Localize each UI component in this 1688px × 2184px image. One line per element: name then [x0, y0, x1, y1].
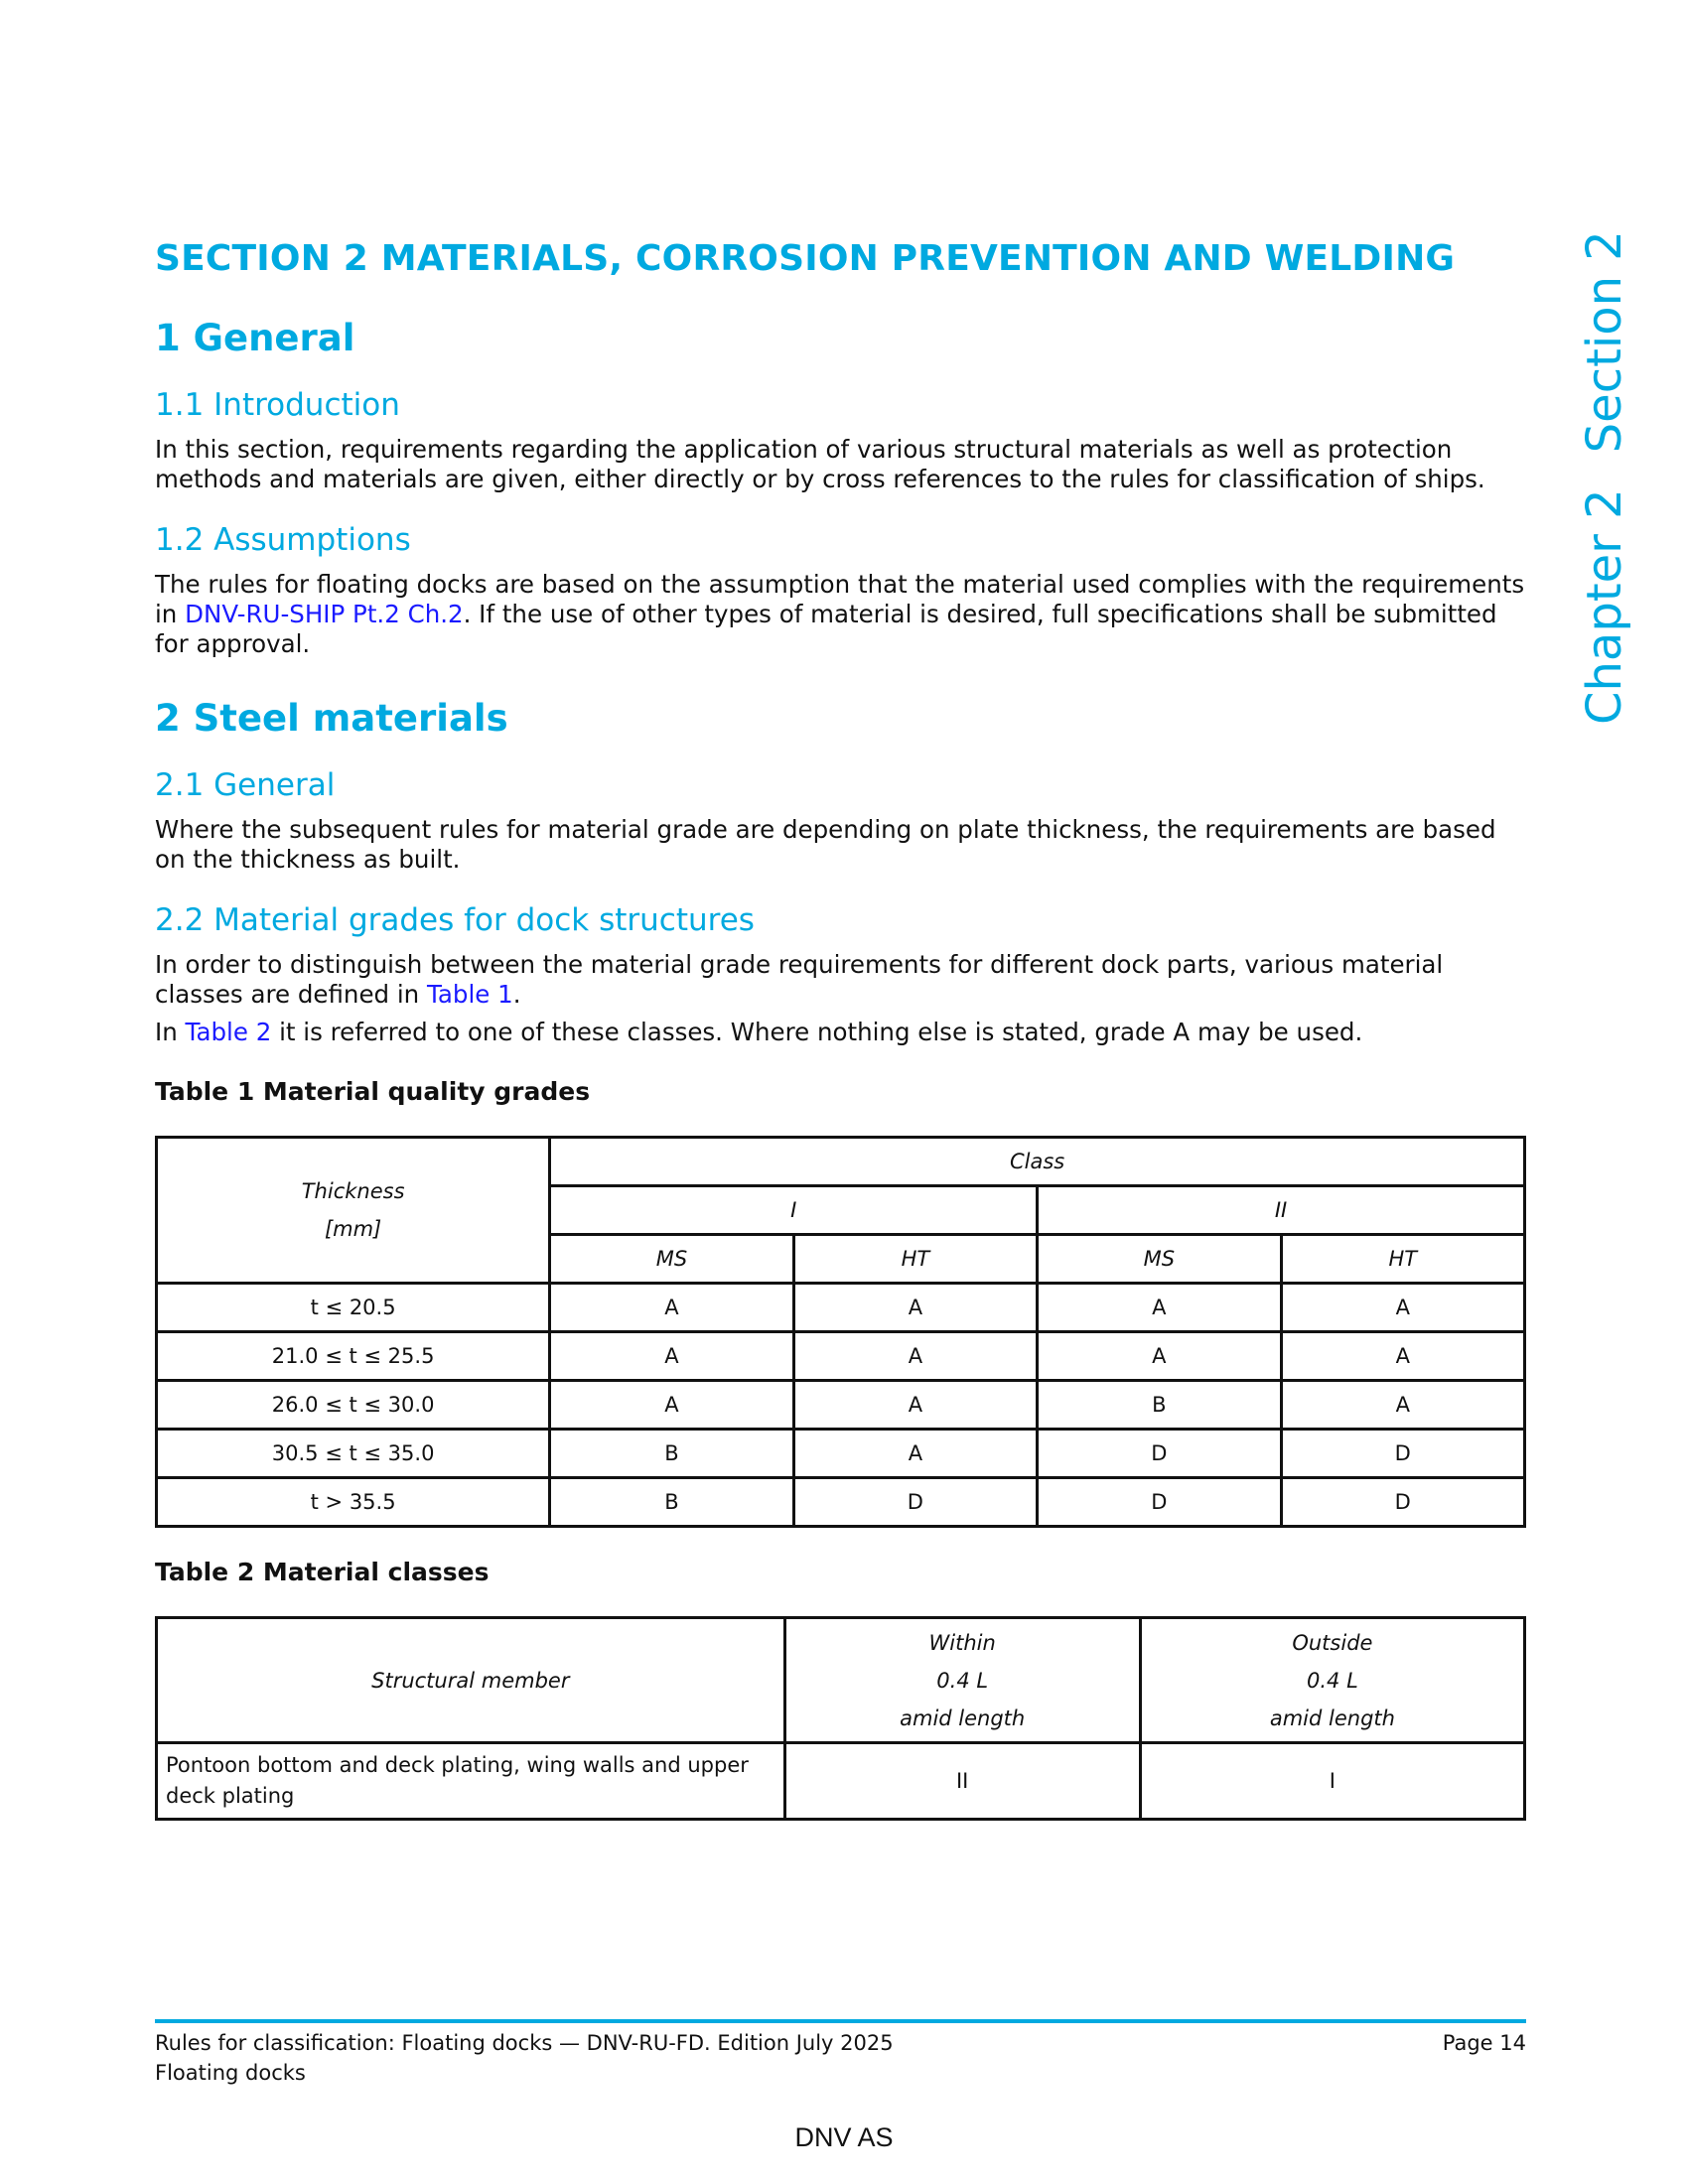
grades-text-part: In: [155, 1018, 186, 1046]
structural-member-cell: Pontoon bottom and deck plating, wing walls and upper deck plating: [157, 1743, 785, 1820]
outside-class-cell: I: [1140, 1743, 1524, 1820]
material-grades-text-1: [155, 950, 1525, 1010]
within-header-line: 0.4 L: [936, 1668, 989, 1693]
grade-cell: D: [1038, 1478, 1281, 1527]
subheader-ms: MS: [550, 1235, 793, 1284]
thickness-cell: 26.0 ≤ t ≤ 30.0: [157, 1381, 550, 1430]
table-row: [157, 1284, 1525, 1332]
grade-cell: D: [793, 1478, 1037, 1527]
grade-cell: A: [1038, 1332, 1281, 1381]
grade-cell: A: [793, 1284, 1037, 1332]
grade-cell: A: [1281, 1284, 1524, 1332]
footer-page-number: Page 14: [1442, 2031, 1526, 2055]
material-grades-text-2: [155, 1018, 1525, 1047]
assumptions-text-part: The rules for floating docks are based on the assumption that the material used complies with the requirements in: [155, 570, 1525, 628]
footer-left: [155, 2028, 894, 2088]
heading-introduction: 1.1 Introduction: [155, 387, 400, 423]
class-header: Class: [550, 1138, 1525, 1186]
grade-cell: B: [1038, 1381, 1281, 1430]
subheader-ht: HT: [1281, 1235, 1524, 1284]
grade-cell: A: [550, 1381, 793, 1430]
grade-cell: B: [550, 1430, 793, 1478]
assumptions-text-part: . If the use of other types of material is desired, full specifications shall be submitted for approval.: [155, 600, 1497, 658]
within-header-line: Within: [928, 1630, 996, 1655]
section-title: SECTION 2 MATERIALS, CORROSION PREVENTION AND WELDING: [155, 238, 1456, 279]
thickness-cell: t ≤ 20.5: [157, 1284, 550, 1332]
grade-cell: D: [1281, 1478, 1524, 1527]
thickness-unit: [mm]: [324, 1217, 382, 1241]
sidebar-chapter: Chapter 2: [1577, 488, 1632, 725]
outside-header: [1140, 1618, 1524, 1743]
within-header: [784, 1618, 1140, 1743]
table-row: [157, 1332, 1525, 1381]
link-dnv-ru-ship[interactable]: DNV-RU-SHIP Pt.2 Ch.2: [185, 600, 464, 628]
class-group-ii: II: [1038, 1186, 1525, 1235]
table1-caption: Table 1 Material quality grades: [155, 1077, 591, 1106]
grade-cell: A: [1281, 1381, 1524, 1430]
table-material-quality-grades: [155, 1136, 1526, 1528]
grade-cell: D: [1281, 1430, 1524, 1478]
thickness-cell: 21.0 ≤ t ≤ 25.5: [157, 1332, 550, 1381]
heading-steel-general: 2.1 General: [155, 767, 336, 803]
grade-cell: A: [1038, 1284, 1281, 1332]
assumptions-text: [155, 570, 1525, 659]
grades-text-part: it is referred to one of these classes. Where nothing else is stated, grade A may be used.: [271, 1018, 1363, 1046]
grade-cell: A: [1281, 1332, 1524, 1381]
grade-cell: B: [550, 1478, 793, 1527]
footer-document-subtitle: Floating docks: [155, 2061, 306, 2085]
subheader-ms: MS: [1038, 1235, 1281, 1284]
footer-document-title: Rules for classification: Floating docks — DNV-RU-FD. Edition July 2025: [155, 2031, 894, 2055]
sidebar-section: Section 2: [1577, 230, 1632, 454]
grade-cell: A: [550, 1284, 793, 1332]
table-row: [157, 1381, 1525, 1430]
heading-material-grades: 2.2 Material grades for dock structures: [155, 902, 755, 938]
link-table-2[interactable]: Table 2: [185, 1018, 272, 1046]
outside-header-line: amid length: [1269, 1706, 1395, 1730]
table-row: [157, 1743, 1525, 1820]
table-material-classes: [155, 1616, 1526, 1821]
class-group-i: I: [550, 1186, 1038, 1235]
heading-general: 1 General: [155, 317, 355, 359]
grades-text-part: In order to distinguish between the material grade requirements for different dock parts, various material classes are defined in: [155, 950, 1444, 1009]
outside-header-line: 0.4 L: [1307, 1668, 1358, 1693]
table2-caption: Table 2 Material classes: [155, 1558, 490, 1586]
footer-company: DNV AS: [794, 2122, 894, 2152]
introduction-text: In this section, requirements regarding the application of various structural materials as well as protection methods and materials are given, either directly or by cross references to the rules for classification of ships.: [155, 435, 1485, 493]
thickness-cell: t > 35.5: [157, 1478, 550, 1527]
steel-general-text: Where the subsequent rules for material grade are depending on plate thickness, the requirements are based on the thickness as built.: [155, 815, 1496, 874]
outside-header-line: Outside: [1292, 1630, 1373, 1655]
table-row: [157, 1478, 1525, 1527]
within-header-line: amid length: [900, 1706, 1026, 1730]
grade-cell: A: [550, 1332, 793, 1381]
within-class-cell: II: [784, 1743, 1140, 1820]
grade-cell: A: [793, 1381, 1037, 1430]
grade-cell: D: [1038, 1430, 1281, 1478]
heading-assumptions: 1.2 Assumptions: [155, 522, 411, 558]
thickness-header-cell: [157, 1138, 550, 1284]
chapter-section-sidebar: [1577, 230, 1632, 725]
heading-steel-materials: 2 Steel materials: [155, 697, 508, 740]
subheader-ht: HT: [793, 1235, 1037, 1284]
link-table-1[interactable]: Table 1: [426, 980, 513, 1009]
thickness-header: Thickness: [301, 1179, 405, 1203]
thickness-cell: 30.5 ≤ t ≤ 35.0: [157, 1430, 550, 1478]
grades-text-part: .: [512, 980, 521, 1009]
grade-cell: A: [793, 1430, 1037, 1478]
table-row: [157, 1430, 1525, 1478]
grade-cell: A: [793, 1332, 1037, 1381]
structural-member-header: Structural member: [157, 1618, 785, 1743]
footer-divider: [155, 2019, 1526, 2023]
page-content: [155, 238, 1525, 1821]
